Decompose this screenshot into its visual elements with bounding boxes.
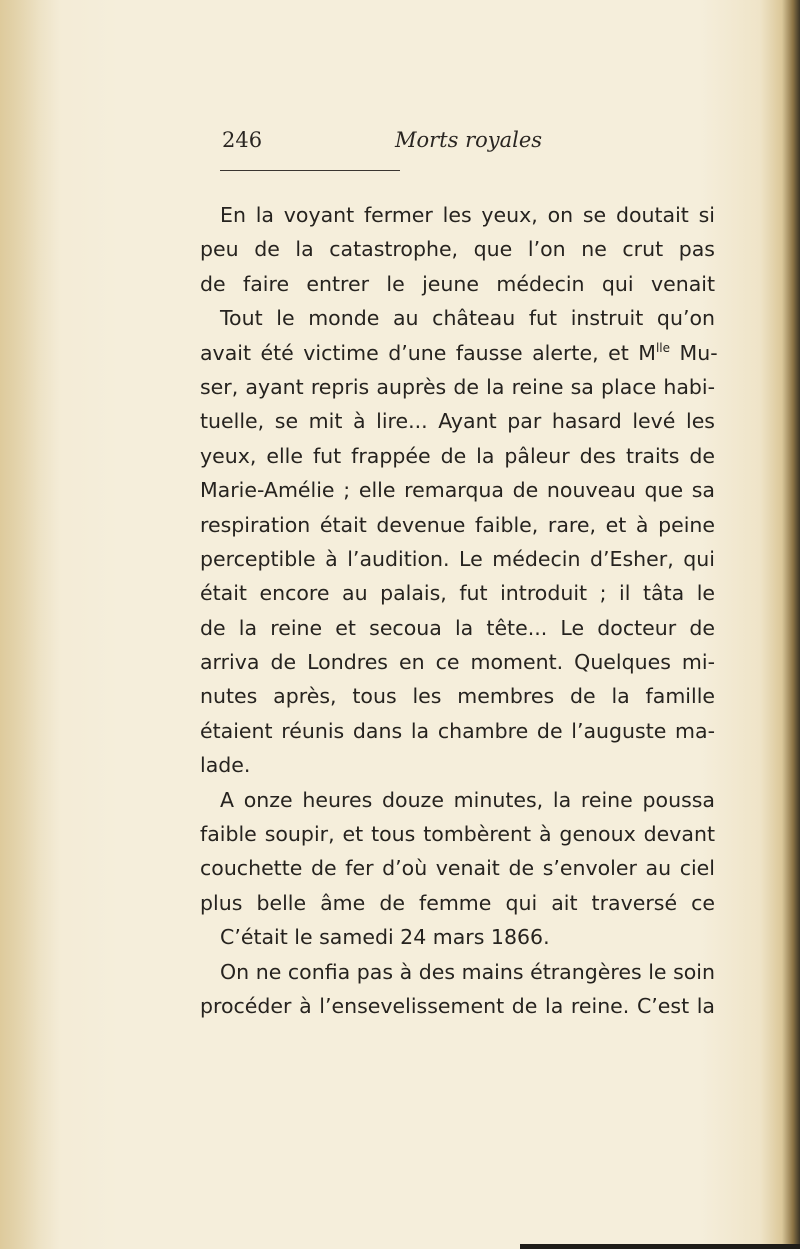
text-line: était encore au palais, fut introduit ; il tâta le <box>200 581 715 606</box>
page-gutter-shadow <box>0 0 60 1249</box>
text-line: C’était le samedi 24 mars 1866. <box>220 925 550 950</box>
text-line: étaient réunis dans la chambre de l’auguste ma- <box>200 718 715 743</box>
text-line: nutes après, tous les membres de la famille <box>200 684 715 709</box>
text-line: perceptible à l’audition. Le médecin d’Esher, qui <box>200 546 715 571</box>
text-line: A onze heures douze minutes, la reine poussa <box>220 787 715 812</box>
text-line: de faire entrer le jeune médecin qui venait <box>200 271 715 296</box>
text-line: arriva de Londres en ce moment. Quelques mi- <box>200 650 715 675</box>
page-bottom-edge <box>520 1244 800 1249</box>
text-line: En la voyant fermer les yeux, on se doutait si <box>220 203 715 227</box>
text-line: tuelle, se mit à lire... Ayant par hasard levé les <box>200 409 715 434</box>
page-number: 246 <box>222 128 263 152</box>
header-rule <box>220 170 400 171</box>
text-line: plus belle âme de femme qui ait traversé ce <box>200 890 715 915</box>
text-line: Tout le monde au château fut instruit qu’on <box>220 306 715 331</box>
text-line <box>200 336 718 370</box>
text-line: On ne confia pas à des mains étrangères le soin <box>220 959 715 984</box>
text-line: de la reine et secoua la tête... Le docteur de <box>200 615 715 640</box>
text-fragment: Mu- <box>670 340 718 365</box>
text-line: Marie-Amélie ; elle remarqua de nouveau que sa <box>200 478 715 503</box>
body-text <box>200 198 718 1023</box>
page-header <box>222 128 712 158</box>
superscript: lle <box>655 340 671 355</box>
text-line: procéder à l’ensevelissement de la reine. C’est la <box>200 993 715 1018</box>
running-title: Morts royales <box>395 128 543 152</box>
text-line: couchette de fer d’où venait de s’envoler au ciel <box>200 856 715 881</box>
text-line: ser, ayant repris auprès de la reine sa place habi- <box>200 374 715 399</box>
page-edge-shadow <box>782 0 800 1249</box>
text-line: lade. <box>200 753 251 778</box>
text-line: peu de la catastrophe, que l’on ne crut pas <box>200 237 715 262</box>
text-line: yeux, elle fut frappée de la pâleur des traits de <box>200 443 715 468</box>
text-fragment: avait été victime d’une fausse alerte, et M <box>200 340 656 365</box>
text-line: faible soupir, et tous tombèrent à genoux devant <box>200 822 715 847</box>
text-line: respiration était devenue faible, rare, et à peine <box>200 512 715 537</box>
